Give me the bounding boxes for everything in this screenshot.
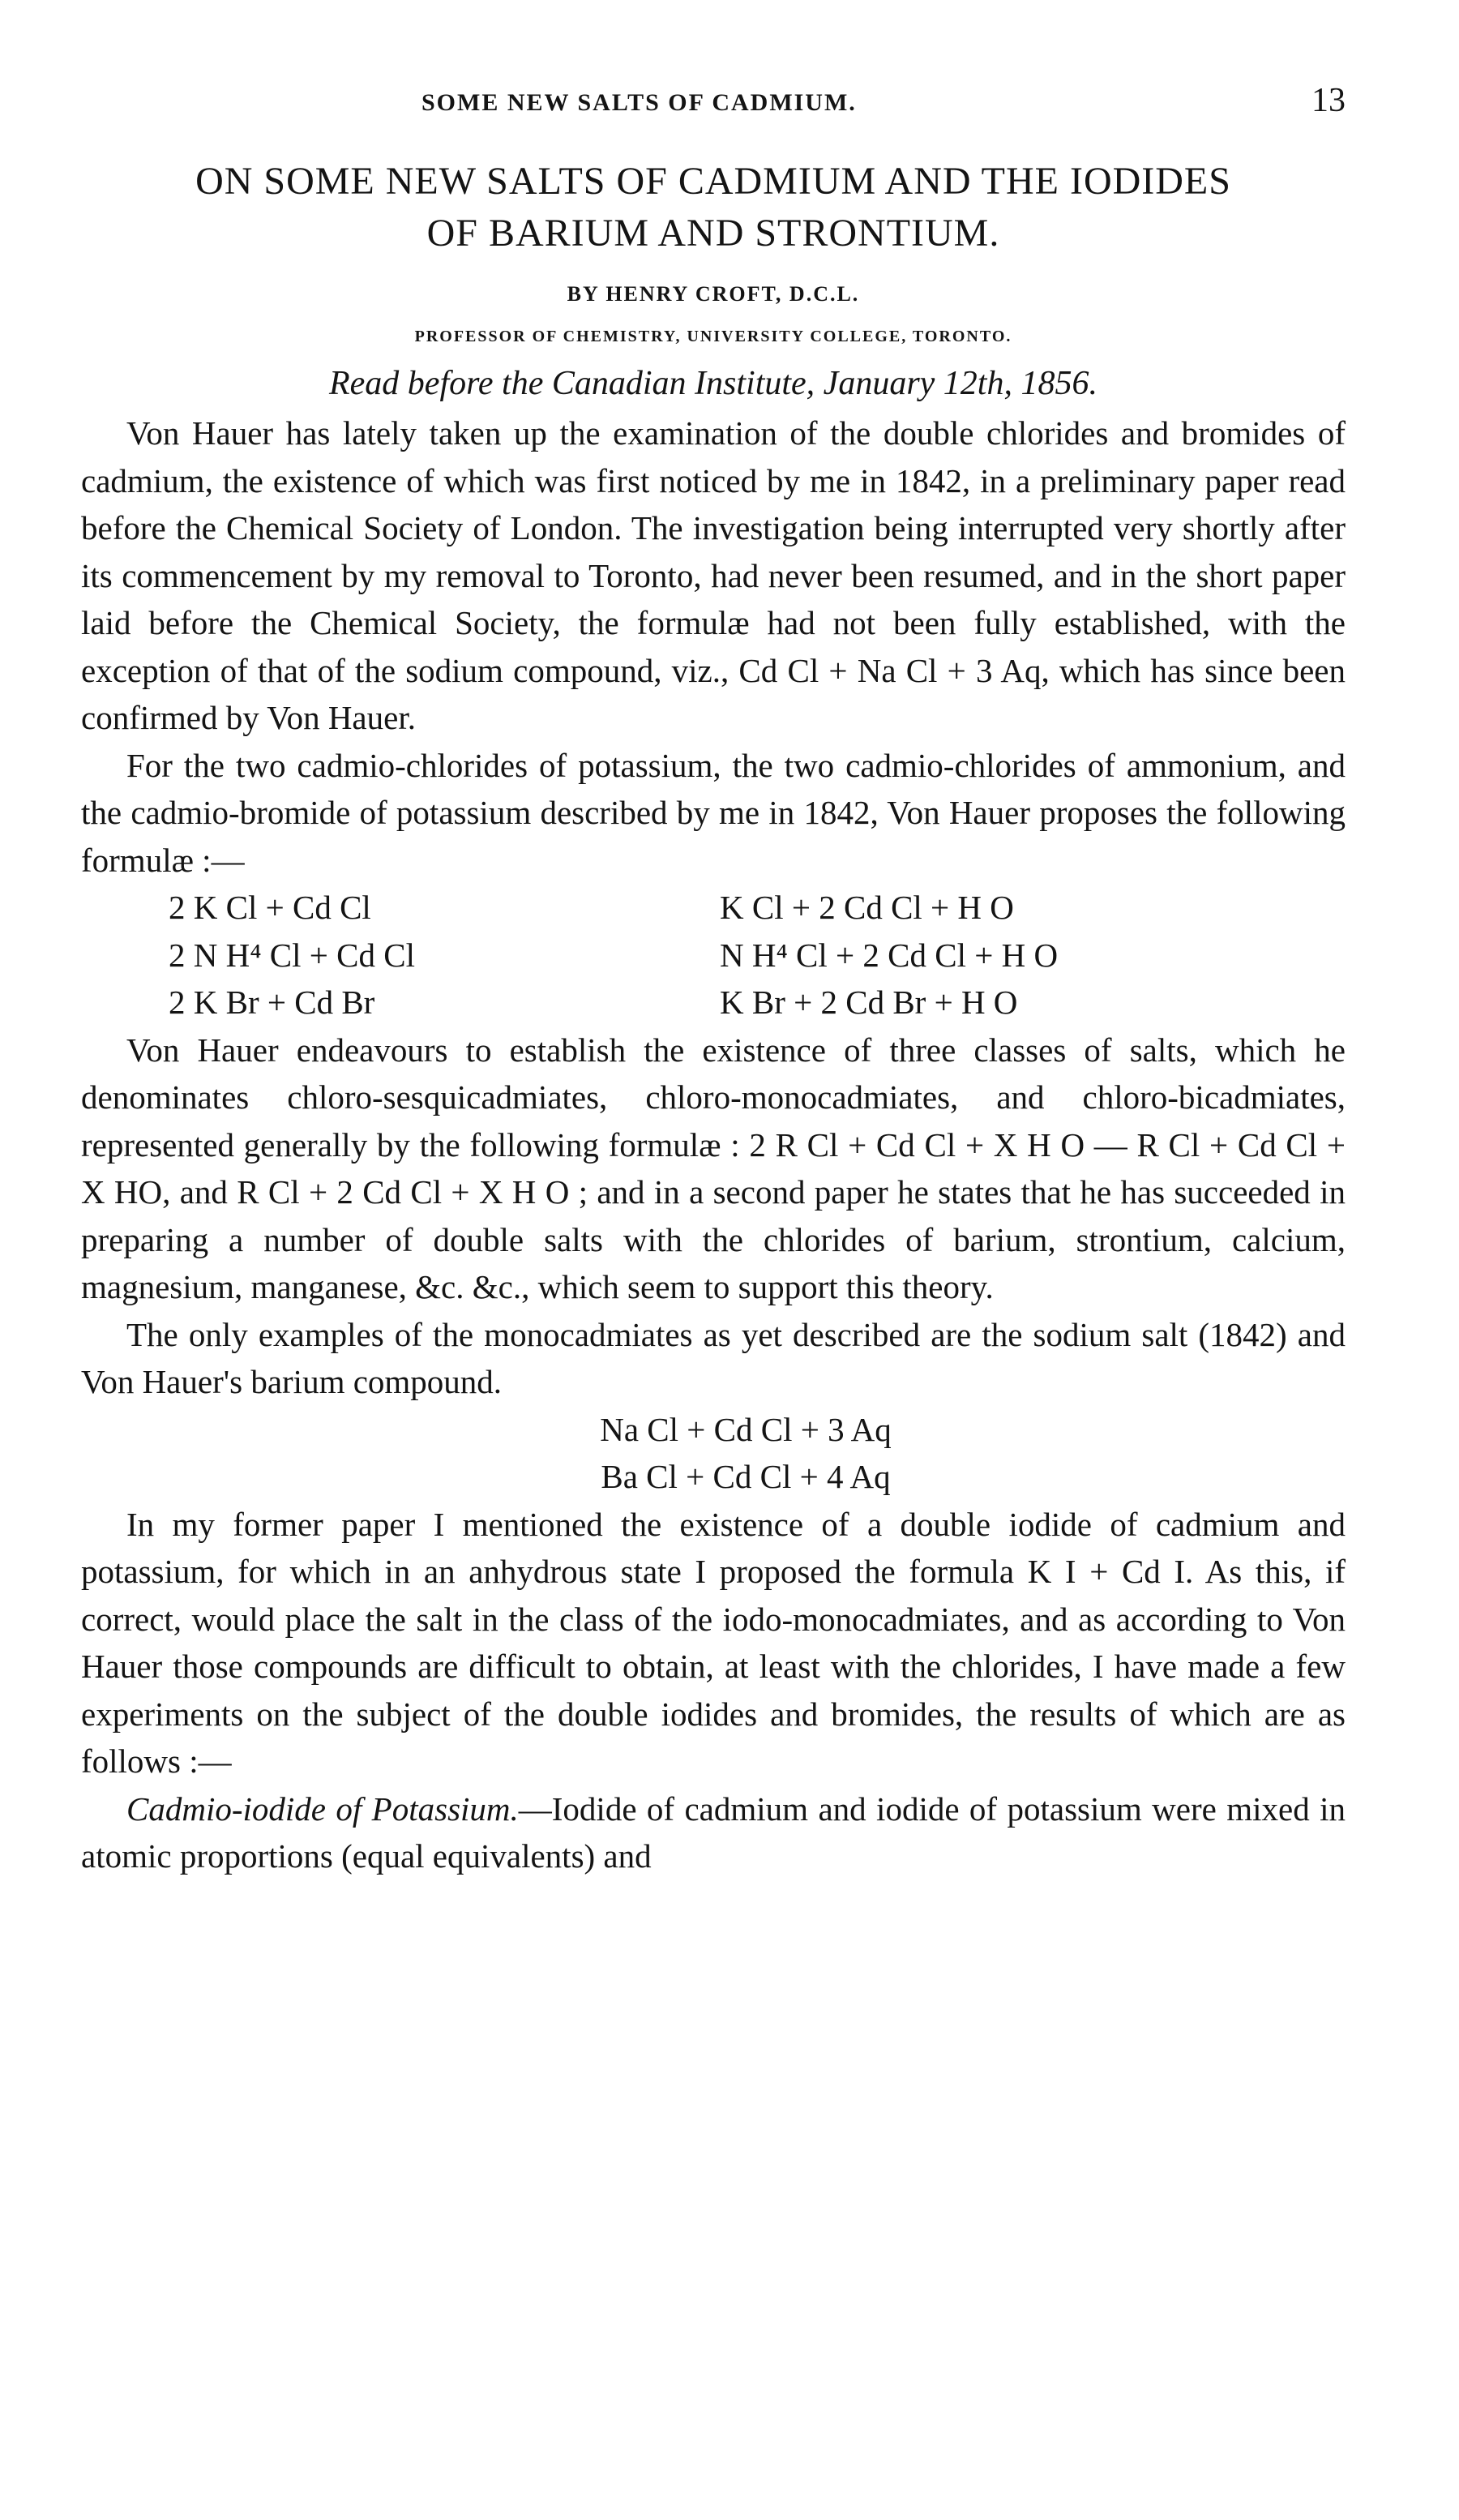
formula-table xyxy=(81,884,1346,1026)
paragraph-5: In my former paper I mentioned the existence of a double iodide of cadmium and potassium, for which in an anhydrous state I proposed the formula K I + Cd I. As this, if correct, would place the salt in the class of the iodo-monocadmiates, and as according to Von Hauer those compounds are difficult to obtain, at least with the chlorides, I have made a few experiments on the subject of the double iodides and bromides, the results of which are as follows :— xyxy=(81,1505,1346,1780)
paragraph-2: For the two cadmio-chlorides of potassium, the two cadmio-chlorides of ammonium, and the cadmio-bromide of potassium described by me in 1842, Von Hauer proposes the following formulæ :— xyxy=(81,746,1346,879)
running-head xyxy=(81,81,1346,130)
formula-right: N H⁴ Cl + 2 Cd Cl + H O xyxy=(720,936,1059,974)
formula-right: K Br + 2 Cd Br + H O xyxy=(720,984,1018,1021)
formula-row xyxy=(81,884,1346,932)
page-number: 13 xyxy=(1311,82,1346,119)
paragraph-1: Von Hauer has lately taken up the examination of the double chlorides and bromides of cadmium, the existence of which was first noticed by me in 1842, in a preliminary paper read before the Chemical Society of London. The investigation being interrupted very shortly after its commencement by my removal to Toronto, had never been resumed, and in the short paper laid before the Chemical Society, the formulæ had not been fully established, with the exception of that of the sodium compound, viz., Cd Cl + Na Cl + 3 Aq, which has since been confirmed by Von Hauer. xyxy=(81,414,1346,736)
author-byline: BY HENRY CROFT, D.C.L. xyxy=(567,282,860,306)
paragraph-6-text: —Iodide of cadmium and iodide of potassium were mixed in atomic proportions (equal equivalents) and xyxy=(81,1789,1346,1875)
centered-formulas xyxy=(81,1406,1346,1501)
centered-formula: Ba Cl + Cd Cl + 4 Aq xyxy=(601,1458,891,1495)
paragraph-3: Von Hauer endeavours to establish the existence of three classes of salts, which he denominates chloro-sesquicadmiates, chloro-monocadmiates, and chloro-bicadmiates, represented generally by the following formulæ : 2 R Cl + Cd Cl + X H O — R Cl + Cd Cl + X HO, and R Cl + 2 Cd Cl + X H O ; and in a second paper he states that he has succeeded in preparing a number of double salts with the chlorides of barium, strontium, calcium, magnesium, manganese, &c. &c., which seem to support this theory. xyxy=(81,1031,1346,1305)
paragraph-6 xyxy=(81,1785,1346,1880)
article-title xyxy=(81,156,1346,259)
paragraph-4: The only examples of the monocadmiates as yet described are the sodium salt (1842) and Von Hauer's barium compound. xyxy=(81,1315,1346,1400)
formula-left: 2 K Cl + Cd Cl xyxy=(169,889,371,926)
formula-row xyxy=(81,932,1346,979)
running-head-title: SOME NEW SALTS OF CADMIUM. xyxy=(421,89,857,116)
read-before-note: Read before the Canadian Institute, January 12th, 1856. xyxy=(329,365,1097,402)
article-title-line-2: OF BARIUM AND STRONTIUM. xyxy=(426,212,1000,255)
formula-row xyxy=(81,979,1346,1026)
article-title-line-1: ON SOME NEW SALTS OF CADMIUM AND THE IODIDES xyxy=(195,160,1231,203)
book-page xyxy=(81,81,1346,1880)
formula-left: 2 N H⁴ Cl + Cd Cl xyxy=(169,936,415,974)
formula-right: K Cl + 2 Cd Cl + H O xyxy=(720,889,1014,926)
section-lead-italic: Cadmio-iodide of Potassium. xyxy=(126,1789,519,1828)
formula-left: 2 K Br + Cd Br xyxy=(169,984,375,1021)
author-affiliation: PROFESSOR OF CHEMISTRY, UNIVERSITY COLLEGE, TORONTO. xyxy=(414,328,1012,345)
centered-formula: Na Cl + Cd Cl + 3 Aq xyxy=(600,1410,892,1448)
